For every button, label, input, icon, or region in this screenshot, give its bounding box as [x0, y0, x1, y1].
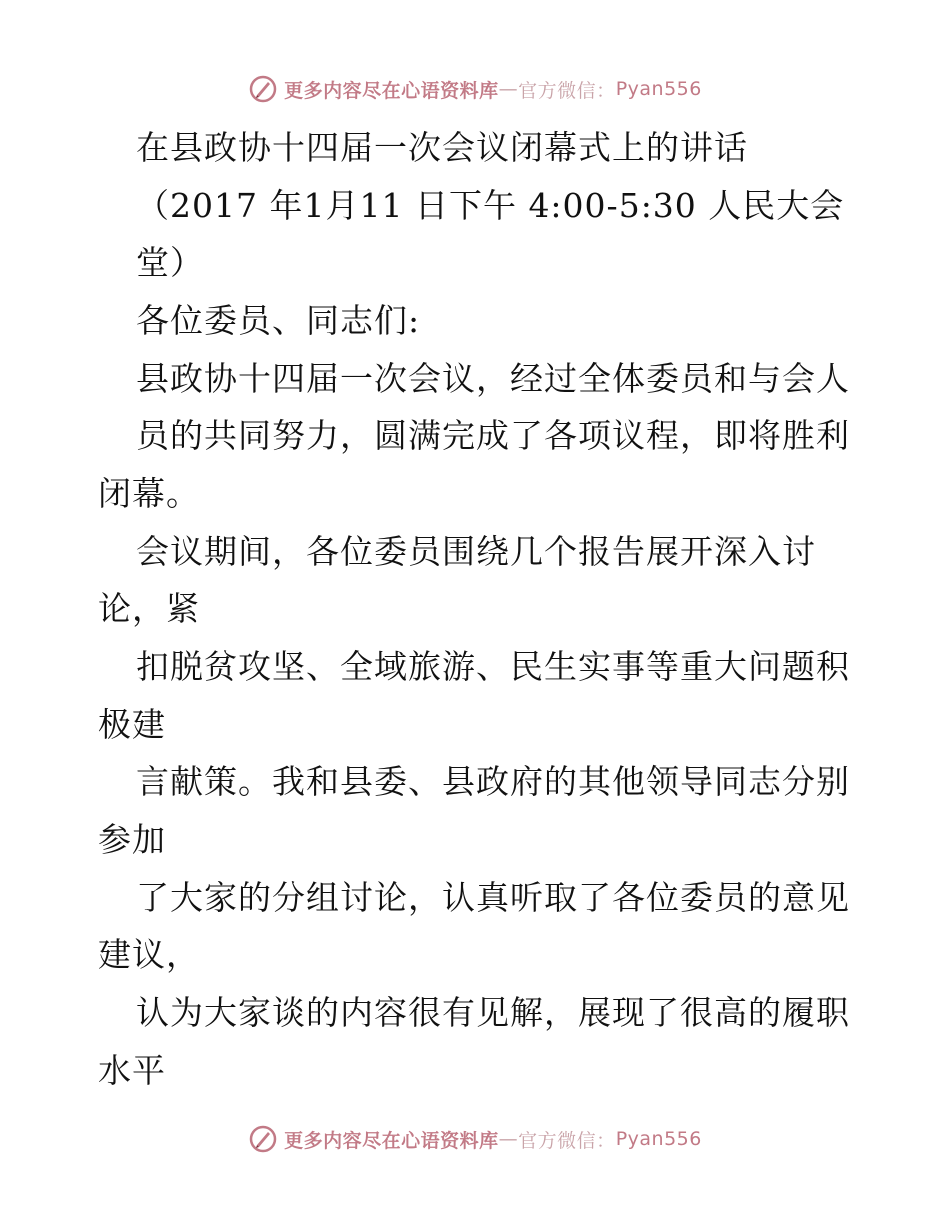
- watermark-separator: —: [498, 1128, 519, 1150]
- footer-watermark: [0, 1124, 950, 1154]
- document-title: 在县政协十四届一次会议闭幕式上的讲话: [136, 128, 748, 167]
- paragraph-line: 言献策。我和县委、县政府的其他领导同志分别: [136, 762, 850, 801]
- quill-logo-icon: [248, 1124, 278, 1154]
- document-date-line: （2017 年1月11 日下午 4:00-5:30 人民大会: [136, 186, 845, 225]
- paragraph-line: 论，紧: [98, 589, 200, 628]
- watermark-wechat-label: 官方微信：: [518, 1129, 616, 1152]
- paragraph-line: 会议期间，各位委员围绕几个报告展开深入讨: [136, 532, 816, 571]
- watermark-separator: —: [498, 78, 519, 100]
- watermark-wechat-id: Pyan556: [615, 78, 702, 100]
- watermark-wechat-label: 官方微信：: [518, 79, 616, 102]
- document-date-line-cont: 堂）: [136, 243, 204, 282]
- paragraph-line: 参加: [98, 820, 166, 859]
- paragraph-line: 建议，: [98, 935, 200, 974]
- paragraph-line: 闭幕。: [98, 474, 200, 513]
- watermark-brand: 更多内容尽在心语资料库: [284, 1129, 499, 1152]
- paragraph-line: 了大家的分组讨论，认真听取了各位委员的意见: [136, 878, 850, 917]
- header-watermark: [0, 74, 950, 104]
- paragraph-line: 扣脱贫攻坚、全域旅游、民生实事等重大问题积: [136, 647, 850, 686]
- quill-logo-icon: [248, 74, 278, 104]
- watermark-brand: 更多内容尽在心语资料库: [284, 79, 499, 102]
- paragraph-line: 认为大家谈的内容很有见解，展现了很高的履职: [136, 993, 850, 1032]
- salutation: 各位委员、同志们:: [136, 301, 421, 340]
- watermark-wechat-id: Pyan556: [615, 1128, 702, 1150]
- paragraph-line: 极建: [98, 705, 166, 744]
- paragraph-line: 员的共同努力，圆满完成了各项议程，即将胜利: [136, 416, 850, 455]
- paragraph-line: 县政协十四届一次会议，经过全体委员和与会人: [136, 359, 850, 398]
- paragraph-line: 水平: [98, 1051, 166, 1090]
